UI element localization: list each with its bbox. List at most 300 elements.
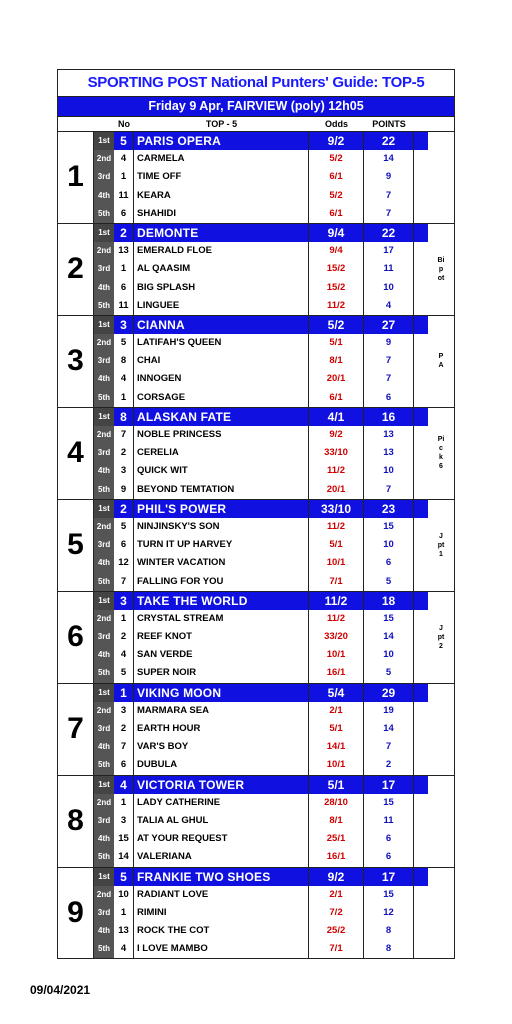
odds-value: 2/1 xyxy=(309,886,364,904)
saddle-number: 1 xyxy=(114,794,134,812)
selection-row xyxy=(94,536,428,554)
odds-value: 9/4 xyxy=(309,242,364,260)
odds-value: 16/1 xyxy=(309,848,364,866)
odds-value: 20/1 xyxy=(309,370,364,388)
saddle-number: 3 xyxy=(114,702,134,720)
horse-name: CORSAGE xyxy=(134,389,309,407)
finish-position: 5th xyxy=(94,389,114,407)
points-value: 10 xyxy=(364,462,414,480)
points-value: 10 xyxy=(364,279,414,297)
punters-guide-sheet xyxy=(57,69,455,959)
points-value: 2 xyxy=(364,756,414,774)
selection-row xyxy=(94,242,428,260)
race-block xyxy=(58,224,454,316)
race-number: 8 xyxy=(58,776,94,867)
selection-row xyxy=(94,444,428,462)
finish-position: 4th xyxy=(94,462,114,480)
odds-value: 9/2 xyxy=(309,132,364,150)
race-block xyxy=(58,868,454,959)
race-block xyxy=(58,408,454,500)
points-value: 29 xyxy=(364,684,414,702)
bet-type-label: Jpt 1 xyxy=(437,532,445,558)
selection-row xyxy=(94,628,428,646)
saddle-number: 1 xyxy=(114,904,134,922)
odds-value: 16/1 xyxy=(309,664,364,682)
odds-value: 9/2 xyxy=(309,868,364,886)
points-value: 15 xyxy=(364,518,414,536)
horse-name: RIMINI xyxy=(134,904,309,922)
race-block xyxy=(58,132,454,224)
bet-type-note xyxy=(428,224,454,315)
saddle-number: 1 xyxy=(114,389,134,407)
odds-value: 11/2 xyxy=(309,610,364,628)
odds-value: 5/2 xyxy=(309,150,364,168)
odds-value: 9/2 xyxy=(309,426,364,444)
points-value: 5 xyxy=(364,664,414,682)
saddle-number: 2 xyxy=(114,224,134,242)
horse-name: SUPER NOIR xyxy=(134,664,309,682)
points-value: 15 xyxy=(364,794,414,812)
horse-name: TAKE THE WORLD xyxy=(134,592,309,610)
horse-name: LATIFAH'S QUEEN xyxy=(134,334,309,352)
column-header-row xyxy=(58,117,454,132)
finish-position: 5th xyxy=(94,297,114,315)
saddle-number: 5 xyxy=(114,132,134,150)
selection-row xyxy=(94,886,428,904)
finish-position: 4th xyxy=(94,279,114,297)
finish-position: 4th xyxy=(94,370,114,388)
horse-name: PARIS OPERA xyxy=(134,132,309,150)
points-value: 27 xyxy=(364,316,414,334)
selection-row xyxy=(94,848,428,866)
saddle-number: 8 xyxy=(114,352,134,370)
odds-value: 33/10 xyxy=(309,444,364,462)
points-value: 7 xyxy=(364,205,414,223)
saddle-number: 14 xyxy=(114,848,134,866)
points-value: 9 xyxy=(364,168,414,186)
finish-position: 3rd xyxy=(94,260,114,278)
saddle-number: 4 xyxy=(114,940,134,958)
runners-list xyxy=(94,776,428,867)
finish-position: 3rd xyxy=(94,812,114,830)
finish-position: 3rd xyxy=(94,628,114,646)
bet-type-note xyxy=(428,684,454,775)
selection-row xyxy=(94,904,428,922)
points-value: 5 xyxy=(364,573,414,591)
points-value: 22 xyxy=(364,132,414,150)
horse-name: VAR'S BOY xyxy=(134,738,309,756)
race-number: 6 xyxy=(58,592,94,683)
finish-position: 4th xyxy=(94,738,114,756)
odds-value: 15/2 xyxy=(309,279,364,297)
points-value: 8 xyxy=(364,940,414,958)
odds-value: 4/1 xyxy=(309,408,364,426)
selection-row xyxy=(94,334,428,352)
selection-row xyxy=(94,389,428,407)
selection-row xyxy=(94,830,428,848)
race-number: 7 xyxy=(58,684,94,775)
selection-row xyxy=(94,168,428,186)
horse-name: CARMELA xyxy=(134,150,309,168)
bet-type-note xyxy=(428,316,454,407)
saddle-number: 4 xyxy=(114,150,134,168)
finish-position: 4th xyxy=(94,830,114,848)
finish-position: 2nd xyxy=(94,242,114,260)
points-value: 14 xyxy=(364,720,414,738)
selection-row-top xyxy=(94,684,428,702)
horse-name: VALERIANA xyxy=(134,848,309,866)
odds-value: 6/1 xyxy=(309,389,364,407)
points-value: 17 xyxy=(364,868,414,886)
col-top5: TOP - 5 xyxy=(205,119,238,129)
points-value: 14 xyxy=(364,150,414,168)
horse-name: AL QAASIM xyxy=(134,260,309,278)
selection-row xyxy=(94,297,428,315)
odds-value: 5/1 xyxy=(309,776,364,794)
runners-list xyxy=(94,316,428,407)
saddle-number: 3 xyxy=(114,592,134,610)
horse-name: REEF KNOT xyxy=(134,628,309,646)
horse-name: CERELIA xyxy=(134,444,309,462)
selection-row xyxy=(94,573,428,591)
saddle-number: 6 xyxy=(114,279,134,297)
points-value: 10 xyxy=(364,646,414,664)
saddle-number: 5 xyxy=(114,518,134,536)
saddle-number: 6 xyxy=(114,205,134,223)
odds-value: 33/10 xyxy=(309,500,364,518)
odds-value: 9/4 xyxy=(309,224,364,242)
selection-row xyxy=(94,720,428,738)
selection-row xyxy=(94,664,428,682)
saddle-number: 2 xyxy=(114,500,134,518)
bet-type-note xyxy=(428,868,454,959)
finish-position: 3rd xyxy=(94,444,114,462)
saddle-number: 3 xyxy=(114,316,134,334)
bet-type-note xyxy=(428,408,454,499)
race-block xyxy=(58,684,454,776)
points-value: 6 xyxy=(364,830,414,848)
selection-row-top xyxy=(94,316,428,334)
selection-row xyxy=(94,462,428,480)
odds-value: 8/1 xyxy=(309,812,364,830)
saddle-number: 4 xyxy=(114,370,134,388)
points-value: 15 xyxy=(364,886,414,904)
horse-name: CRYSTAL STREAM xyxy=(134,610,309,628)
saddle-number: 6 xyxy=(114,756,134,774)
selection-row-top xyxy=(94,408,428,426)
saddle-number: 7 xyxy=(114,573,134,591)
horse-name: FRANKIE TWO SHOES xyxy=(134,868,309,886)
saddle-number: 4 xyxy=(114,776,134,794)
bet-type-note xyxy=(428,500,454,591)
points-value: 18 xyxy=(364,592,414,610)
points-value: 12 xyxy=(364,904,414,922)
saddle-number: 7 xyxy=(114,738,134,756)
saddle-number: 5 xyxy=(114,664,134,682)
finish-position: 1st xyxy=(94,592,114,610)
points-value: 13 xyxy=(364,444,414,462)
race-col-spacer xyxy=(58,117,94,131)
odds-value: 25/2 xyxy=(309,922,364,940)
races-table xyxy=(58,132,454,958)
odds-value: 11/2 xyxy=(309,462,364,480)
runners-list xyxy=(94,132,428,223)
horse-name: CHAI xyxy=(134,352,309,370)
odds-value: 5/1 xyxy=(309,334,364,352)
points-value: 4 xyxy=(364,297,414,315)
odds-value: 25/1 xyxy=(309,830,364,848)
selection-row xyxy=(94,922,428,940)
finish-position: 1st xyxy=(94,408,114,426)
selection-row xyxy=(94,352,428,370)
selection-row xyxy=(94,812,428,830)
finish-position: 2nd xyxy=(94,610,114,628)
horse-name: AT YOUR REQUEST xyxy=(134,830,309,848)
horse-name: FALLING FOR YOU xyxy=(134,573,309,591)
horse-name: TIME OFF xyxy=(134,168,309,186)
saddle-number: 4 xyxy=(114,646,134,664)
race-block xyxy=(58,592,454,684)
horse-name: ROCK THE COT xyxy=(134,922,309,940)
selection-row xyxy=(94,370,428,388)
finish-position: 2nd xyxy=(94,334,114,352)
finish-position: 3rd xyxy=(94,352,114,370)
finish-position: 3rd xyxy=(94,536,114,554)
horse-name: SAN VERDE xyxy=(134,646,309,664)
note-col-spacer xyxy=(414,117,454,131)
points-value: 16 xyxy=(364,408,414,426)
finish-position: 5th xyxy=(94,848,114,866)
points-value: 14 xyxy=(364,628,414,646)
horse-name: EMERALD FLOE xyxy=(134,242,309,260)
points-value: 10 xyxy=(364,536,414,554)
finish-position: 5th xyxy=(94,205,114,223)
saddle-number: 1 xyxy=(114,684,134,702)
selection-row xyxy=(94,518,428,536)
odds-value: 11/2 xyxy=(309,592,364,610)
runners-list xyxy=(94,224,428,315)
horse-name: LADY CATHERINE xyxy=(134,794,309,812)
selection-row xyxy=(94,738,428,756)
finish-position: 1st xyxy=(94,868,114,886)
selection-row-top xyxy=(94,132,428,150)
saddle-number: 11 xyxy=(114,187,134,205)
finish-position: 4th xyxy=(94,187,114,205)
horse-name: NINJINSKY'S SON xyxy=(134,518,309,536)
race-number: 1 xyxy=(58,132,94,223)
race-number: 9 xyxy=(58,868,94,959)
points-value: 8 xyxy=(364,922,414,940)
race-block xyxy=(58,776,454,868)
horse-name: BIG SPLASH xyxy=(134,279,309,297)
saddle-number: 1 xyxy=(114,260,134,278)
saddle-number: 3 xyxy=(114,462,134,480)
odds-value: 7/2 xyxy=(309,904,364,922)
selection-row xyxy=(94,610,428,628)
saddle-number: 11 xyxy=(114,297,134,315)
odds-value: 20/1 xyxy=(309,481,364,499)
horse-name: MARMARA SEA xyxy=(134,702,309,720)
col-odds: Odds xyxy=(324,119,348,129)
runners-list xyxy=(94,684,428,775)
odds-value: 7/1 xyxy=(309,940,364,958)
odds-value: 5/1 xyxy=(309,536,364,554)
points-value: 7 xyxy=(364,370,414,388)
saddle-number: 1 xyxy=(114,168,134,186)
points-value: 9 xyxy=(364,334,414,352)
finish-position: 3rd xyxy=(94,904,114,922)
bet-type-note xyxy=(428,776,454,867)
saddle-number: 10 xyxy=(114,886,134,904)
odds-value: 28/10 xyxy=(309,794,364,812)
finish-position: 2nd xyxy=(94,702,114,720)
selection-row-top xyxy=(94,776,428,794)
meeting-subtitle: Friday 9 Apr, FAIRVIEW (poly) 12h05 xyxy=(58,97,454,117)
horse-name: NOBLE PRINCESS xyxy=(134,426,309,444)
horse-name: DEMONTE xyxy=(134,224,309,242)
horse-name: I LOVE MAMBO xyxy=(134,940,309,958)
finish-position: 4th xyxy=(94,922,114,940)
selection-row xyxy=(94,426,428,444)
selection-row xyxy=(94,260,428,278)
horse-name: TURN IT UP HARVEY xyxy=(134,536,309,554)
race-number: 5 xyxy=(58,500,94,591)
points-value: 19 xyxy=(364,702,414,720)
saddle-number: 1 xyxy=(114,610,134,628)
finish-position: 2nd xyxy=(94,886,114,904)
odds-value: 10/1 xyxy=(309,554,364,572)
odds-value: 6/1 xyxy=(309,205,364,223)
points-value: 7 xyxy=(364,481,414,499)
selection-row xyxy=(94,940,428,958)
selection-row-top xyxy=(94,592,428,610)
horse-name: WINTER VACATION xyxy=(134,554,309,572)
odds-value: 33/20 xyxy=(309,628,364,646)
saddle-number: 8 xyxy=(114,408,134,426)
finish-position: 5th xyxy=(94,940,114,958)
saddle-number: 2 xyxy=(114,444,134,462)
odds-value: 6/1 xyxy=(309,168,364,186)
points-value: 23 xyxy=(364,500,414,518)
finish-position: 5th xyxy=(94,756,114,774)
horse-name: KEARA xyxy=(134,187,309,205)
horse-name: VICTORIA TOWER xyxy=(134,776,309,794)
points-value: 17 xyxy=(364,776,414,794)
finish-position: 1st xyxy=(94,500,114,518)
finish-position: 1st xyxy=(94,224,114,242)
finish-position: 3rd xyxy=(94,168,114,186)
saddle-number: 9 xyxy=(114,481,134,499)
horse-name: CIANNA xyxy=(134,316,309,334)
saddle-number: 15 xyxy=(114,830,134,848)
selection-row xyxy=(94,187,428,205)
odds-value: 5/4 xyxy=(309,684,364,702)
odds-value: 14/1 xyxy=(309,738,364,756)
bet-type-label: Pick 6 xyxy=(437,436,445,471)
saddle-number: 2 xyxy=(114,720,134,738)
horse-name: RADIANT LOVE xyxy=(134,886,309,904)
selection-row xyxy=(94,702,428,720)
horse-name: EARTH HOUR xyxy=(134,720,309,738)
race-block xyxy=(58,500,454,592)
selection-row-top xyxy=(94,224,428,242)
points-value: 22 xyxy=(364,224,414,242)
saddle-number: 5 xyxy=(114,868,134,886)
finish-position: 2nd xyxy=(94,518,114,536)
finish-position: 5th xyxy=(94,573,114,591)
odds-value: 15/2 xyxy=(309,260,364,278)
odds-value: 11/2 xyxy=(309,297,364,315)
horse-name: DUBULA xyxy=(134,756,309,774)
finish-position: 1st xyxy=(94,776,114,794)
saddle-number: 2 xyxy=(114,628,134,646)
selection-row xyxy=(94,279,428,297)
points-value: 6 xyxy=(364,554,414,572)
points-value: 6 xyxy=(364,848,414,866)
points-value: 7 xyxy=(364,187,414,205)
horse-name: BEYOND TEMTATION xyxy=(134,481,309,499)
selection-row-top xyxy=(94,500,428,518)
horse-name: VIKING MOON xyxy=(134,684,309,702)
selection-row xyxy=(94,756,428,774)
points-value: 7 xyxy=(364,352,414,370)
saddle-number: 6 xyxy=(114,536,134,554)
horse-name: ALASKAN FATE xyxy=(134,408,309,426)
finish-position: 1st xyxy=(94,132,114,150)
col-points: POINTS xyxy=(372,119,406,129)
horse-name: LINGUEE xyxy=(134,297,309,315)
footer-date: 09/04/2021 xyxy=(30,983,91,997)
finish-position: 1st xyxy=(94,316,114,334)
horse-name: QUICK WIT xyxy=(134,462,309,480)
bet-type-label: Jpt 2 xyxy=(437,624,445,650)
finish-position: 2nd xyxy=(94,150,114,168)
selection-row xyxy=(94,794,428,812)
col-no: No xyxy=(118,119,130,129)
horse-name: INNOGEN xyxy=(134,370,309,388)
points-value: 17 xyxy=(364,242,414,260)
odds-value: 2/1 xyxy=(309,702,364,720)
points-value: 7 xyxy=(364,738,414,756)
points-value: 13 xyxy=(364,426,414,444)
saddle-number: 5 xyxy=(114,334,134,352)
bet-type-label: PA xyxy=(438,353,444,370)
odds-value: 5/2 xyxy=(309,316,364,334)
bet-type-label: Bipot xyxy=(437,256,445,282)
finish-position: 4th xyxy=(94,554,114,572)
odds-value: 7/1 xyxy=(309,573,364,591)
odds-value: 10/1 xyxy=(309,646,364,664)
finish-position: 5th xyxy=(94,481,114,499)
horse-name: PHIL'S POWER xyxy=(134,500,309,518)
race-block xyxy=(58,316,454,408)
odds-value: 5/2 xyxy=(309,187,364,205)
race-number: 3 xyxy=(58,316,94,407)
selection-row xyxy=(94,150,428,168)
points-value: 15 xyxy=(364,610,414,628)
race-number: 2 xyxy=(58,224,94,315)
runners-list xyxy=(94,408,428,499)
finish-position: 1st xyxy=(94,684,114,702)
points-value: 11 xyxy=(364,812,414,830)
saddle-number: 12 xyxy=(114,554,134,572)
runners-list xyxy=(94,592,428,683)
selection-row-top xyxy=(94,868,428,886)
points-value: 11 xyxy=(364,260,414,278)
runners-list xyxy=(94,500,428,591)
page-title: SPORTING POST National Punters' Guide: TOP-5 xyxy=(58,70,454,97)
points-value: 6 xyxy=(364,389,414,407)
